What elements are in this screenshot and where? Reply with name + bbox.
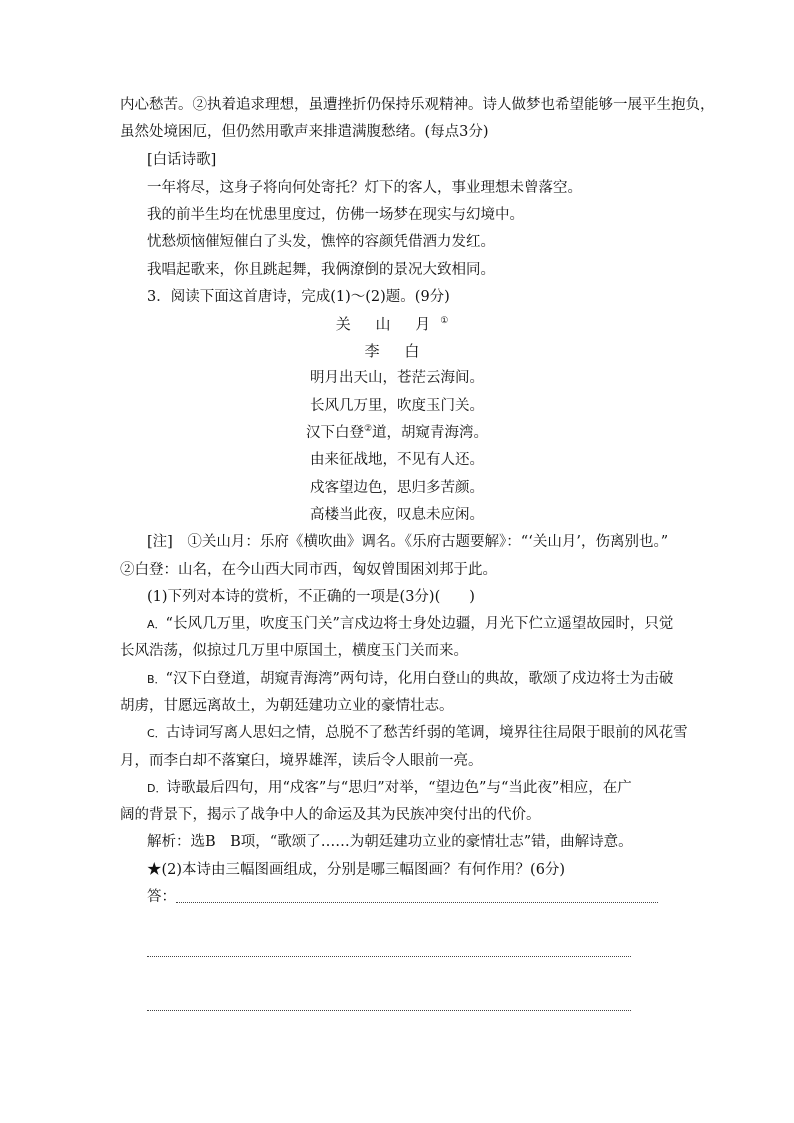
option-d-continued: 阔的背景下，揭示了战争中人的命运及其为民族冲突付出的代价。	[120, 807, 541, 823]
option-a: A．“长风几万里，吹度玉门关”言戍边将士身处边疆，月光下伫立遥望故园时，只觉	[147, 616, 674, 632]
sub-question-1-stem: (1)下列对本诗的赏析，不正确的一项是(3分)( )	[147, 589, 475, 605]
vernacular-heading: [白话诗歌]	[147, 152, 217, 168]
poem-line: 高楼当此夜，叹息未应闲。	[310, 507, 484, 523]
question-3-stem: 3．阅读下面这首唐诗，完成(1)～(2)题。(9分)	[147, 289, 450, 305]
vernacular-line-1: 一年将尽，这身子将向何处寄托？灯下的客人，事业理想未曾落空。	[147, 180, 582, 196]
option-a-continued: 长风浩荡，似掠过几万里中原国土，横度玉门关而来。	[120, 643, 468, 659]
poem-line: 长风几万里，吹度玉门关。	[310, 398, 484, 414]
option-label: B．	[147, 673, 166, 686]
option-label: A．	[147, 618, 166, 631]
poem-line: 明月出天山，苍茫云海间。	[310, 370, 484, 386]
poem-line: 戍客望边色，思归多苦颜。	[310, 480, 484, 496]
poem-notes-line-1: [注] ①关山月：乐府《横吹曲》调名。《乐府古题要解》：“‘关山月’，伤离别也。”	[147, 534, 669, 550]
option-b: B．“汉下白登道，胡窥青海湾”两句诗，化用白登山的典故，歌颂了戍边将士为击破	[147, 671, 674, 687]
poem-line: 由来征战地，不见有人还。	[310, 452, 484, 468]
poem-notes-line-2: ②白登：山名，在今山西大同市西，匈奴曾围困刘邦于此。	[120, 562, 497, 578]
poem-author: 李 白	[364, 342, 430, 360]
option-d: D．诗歌最后四句，用“戍客”与“思归”对举，“望边色”与“当此夜”相应，在广	[147, 780, 632, 796]
poem-line: 汉下白登②道，胡窥青海湾。	[305, 424, 489, 441]
prev-answer-line-1: 内心愁苦。②执着追求理想，虽遭挫折仍保持乐观精神。诗人做梦也希望能够一展平生抱负，	[120, 97, 715, 113]
vernacular-line-3: 忧愁烦恼催短催白了头发，憔悴的容颜凭借酒力发红。	[147, 234, 495, 250]
vernacular-line-4: 我唱起歌来，你且跳起舞，我俩潦倒的景况大致相同。	[147, 262, 495, 278]
analysis: 解析：选B B项，“歌颂了……为朝廷建功立业的豪情壮志”错，曲解诗意。	[147, 834, 633, 850]
answer-blank-line-3[interactable]	[147, 1010, 631, 1011]
poem-note-marker: ②	[363, 424, 373, 435]
option-b-continued: 胡虏，甘愿远离故土，为朝廷建功立业的豪情壮志。	[120, 698, 454, 714]
sub-question-2-stem: ★(2)本诗由三幅图画组成，分别是哪三幅图画？有何作用？(6分)	[147, 862, 566, 878]
answer-label: 答：	[147, 889, 176, 905]
vernacular-line-2: 我的前半生均在忧患里度过，仿佛一场梦在现实与幻境中。	[147, 207, 524, 223]
poem-title: 关 山 月①	[335, 315, 459, 333]
answer-blank-line-1[interactable]	[176, 902, 658, 903]
option-c-continued: 月，而李白却不落窠臼，境界雄浑，读后令人眼前一亮。	[120, 753, 483, 769]
poem-title-note-marker: ①	[440, 316, 459, 326]
prev-answer-line-2: 虽然处境困厄，但仍然用歌声来排遣满腹愁绪。(每点3分)	[120, 124, 489, 140]
option-c: C．古诗词写离人思妇之情，总脱不了愁苦纤弱的笔调，境界往往局限于眼前的风花雪	[147, 725, 688, 741]
option-label: C．	[147, 727, 166, 740]
option-label: D．	[147, 782, 167, 795]
answer-blank-line-2[interactable]	[147, 956, 631, 957]
